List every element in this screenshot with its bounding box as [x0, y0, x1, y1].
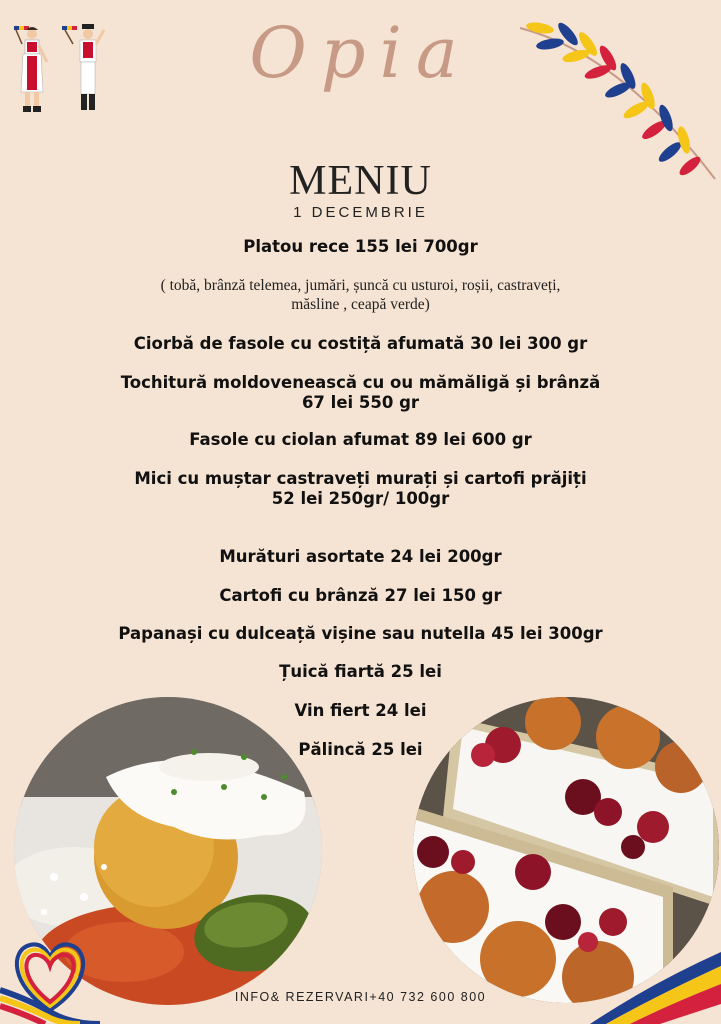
menu-subtitle: 1 DECEMBRIE — [293, 204, 428, 221]
menu-item-mici: Mici cu muștar castraveți murați și cartofi prăjiți — [134, 469, 587, 488]
menu-item-mici-price: 52 lei 250gr/ 100gr — [271, 489, 450, 508]
menu-item-ciorba: Ciorbă de fasole cu costiță afumată 30 lei 300 gr — [133, 334, 588, 353]
flag-ribbon-icon — [590, 944, 721, 1024]
menu-item-platou: Platou rece 155 lei 700gr — [243, 237, 478, 256]
menu-item-papanasi: Papanași cu dulceață vișine sau nutella 45 lei 300gr — [118, 624, 603, 643]
footer-contact: INFO& REZERVARI+40 732 600 800 — [234, 990, 487, 1004]
menu-item-tuica: Țuică fiartă 25 lei — [279, 662, 442, 681]
menu-item-vin-fiert: Vin fiert 24 lei — [294, 701, 427, 720]
menu-item-palinca: Pălincă 25 lei — [298, 740, 423, 759]
brand-logo: Opia — [249, 12, 472, 94]
platter-description-line1: ( tobă, brânză telemea, jumări, șuncă cu usturoi, roșii, castraveți, — [160, 277, 561, 294]
menu-item-tochitura: Tochitură moldovenească cu ou mămăligă și brânză — [120, 373, 601, 392]
menu-item-tochitura-price: 67 lei 550 gr — [301, 393, 420, 412]
platter-description-line2: măsline , ceapă verde) — [291, 296, 430, 313]
heart-flag-icon — [0, 930, 100, 1024]
menu-item-fasole: Fasole cu ciolan afumat 89 lei 600 gr — [189, 430, 532, 449]
menu-item-cartofi: Cartofi cu brânză 27 lei 150 gr — [219, 586, 502, 605]
menu-item-muraturi: Murături asortate 24 lei 200gr — [219, 547, 502, 566]
menu-title: MENIU — [289, 158, 432, 204]
